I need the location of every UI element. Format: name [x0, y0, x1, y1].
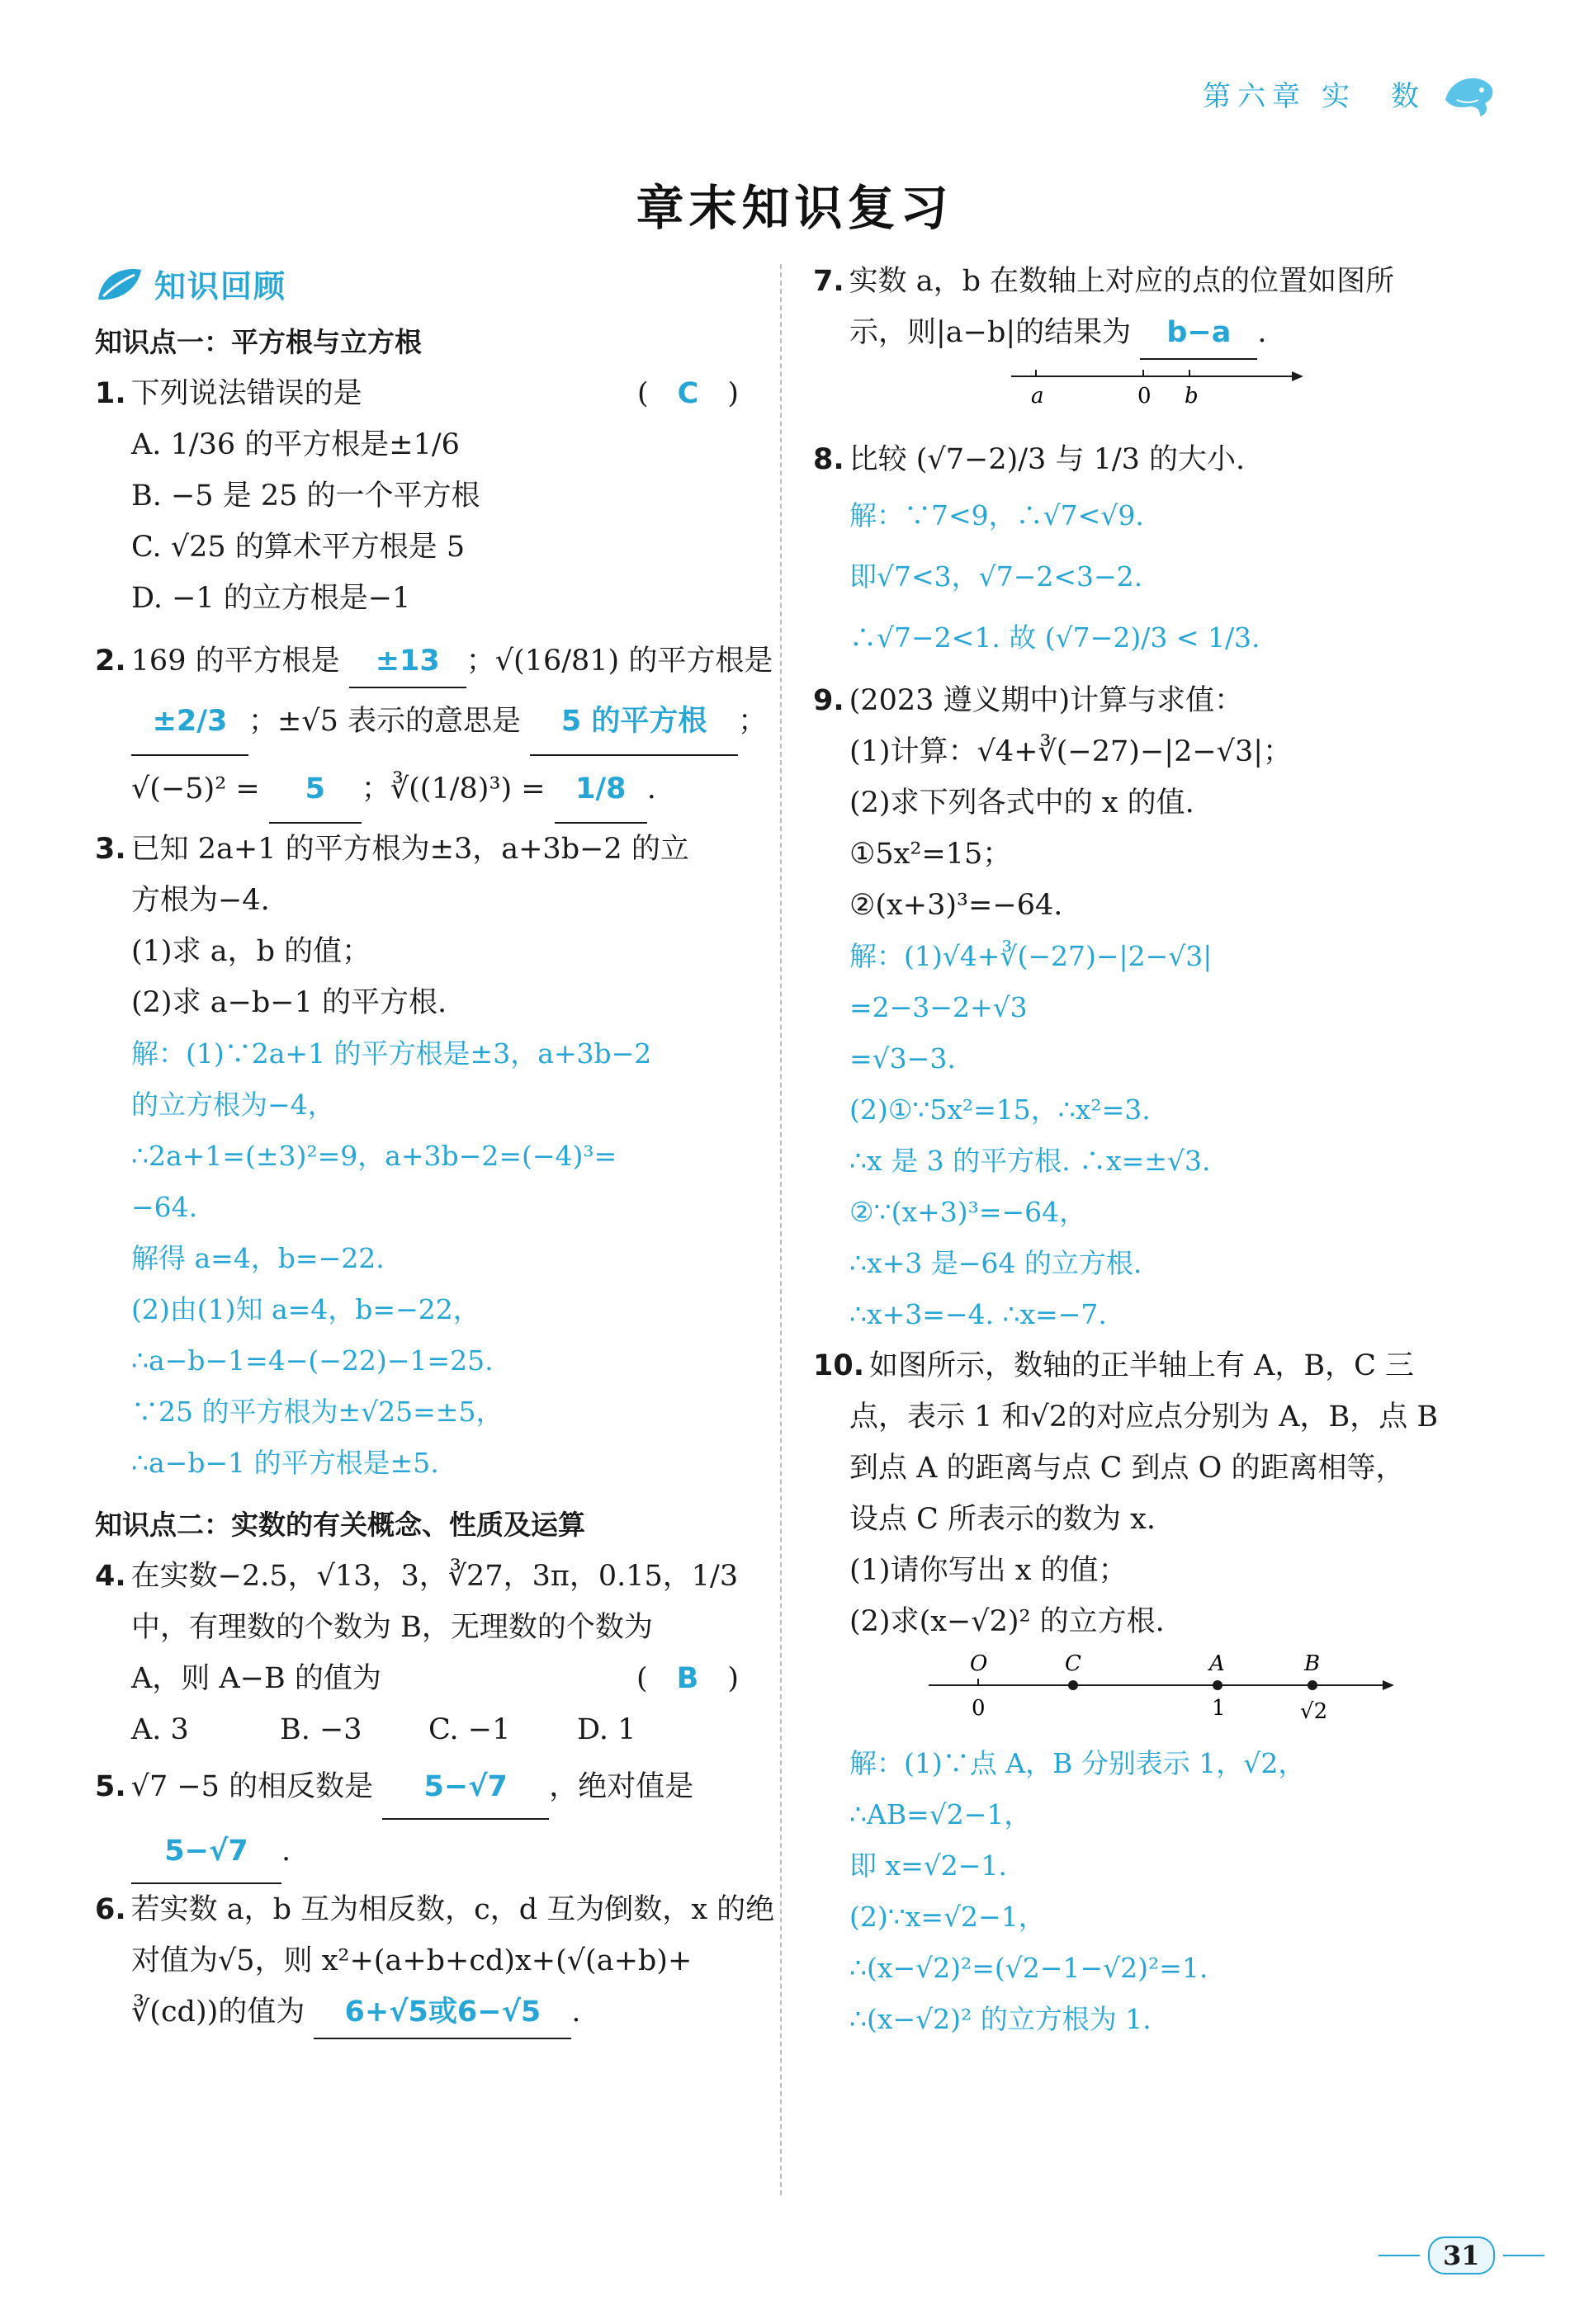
question-2-line3: [95, 756, 755, 824]
q3-part2: (2)求 a−b−1 的平方根.: [131, 986, 447, 1019]
q4-text: 在实数−2.5，√13，3，∛27，3π，0.15，1/3: [130, 1560, 739, 1593]
q7-text: .: [1257, 316, 1267, 349]
q4-options: [95, 1704, 755, 1755]
question-number: 1.: [95, 377, 126, 410]
q3-text: 方根为−4.: [131, 884, 270, 917]
q4-text: A，则 A−B 的值为: [131, 1662, 381, 1695]
number-line-q10: [813, 1647, 1490, 1738]
solution-line: ∴x 是 3 的平方根. ∴x=±√3.: [849, 1145, 1211, 1177]
label-a: a: [1031, 384, 1044, 409]
section-banner: [95, 261, 755, 306]
q8-text: 比较 (√7−2)/3 与 1/3 的大小.: [849, 443, 1246, 476]
topic-label: 实 数: [1322, 79, 1426, 113]
option-b: B. −5 是 25 的一个平方根: [131, 479, 480, 513]
page-footer: [1379, 2237, 1544, 2274]
q10-part2: (2)求(x−√2)² 的立方根.: [849, 1605, 1165, 1638]
answer-choice: ( C ): [637, 377, 739, 410]
q6-text: 若实数 a，b 互为相反数，c，d 互为倒数，x 的绝: [130, 1893, 775, 1926]
q2-text: ；∛((1/8)³) =: [361, 772, 546, 805]
option-c: C. −1: [428, 1713, 511, 1746]
question-number: 8.: [813, 443, 844, 476]
solution-line: ∴2a+1=(±3)²=9，a+3b−2=(−4)³=: [131, 1140, 617, 1172]
label-0: 0: [1137, 384, 1152, 409]
solution-line: 解：(1)∵2a+1 的平方根是±3，a+3b−2: [131, 1037, 652, 1070]
q2-text: 169 的平方根是: [130, 645, 340, 678]
q9-eq1: ①5x²=15；: [849, 838, 1012, 871]
q9-part1: (1)计算：√4+∛(−27)−|2−√3|；: [849, 735, 1293, 768]
answer-blank: 1/8: [555, 756, 647, 824]
option-a: A. 3: [131, 1713, 189, 1746]
footer-rule: [1503, 2255, 1544, 2256]
chapter-header: [1203, 64, 1498, 122]
point-c: [1068, 1680, 1078, 1690]
question-6: [95, 1884, 775, 1935]
q10-text: 设点 C 所表示的数为 x.: [849, 1503, 1156, 1536]
q7-text: 实数 a，b 在数轴上对应的点的位置如图所: [849, 265, 1395, 298]
question-number: 7.: [813, 265, 844, 298]
q4-text-line3: [95, 1653, 755, 1704]
answer-blank: 6+√5或6−√5: [314, 1986, 571, 2039]
label-a: A: [1209, 1651, 1225, 1676]
q10-text: 点，表示 1 和√2的对应点分别为 A，B，点 B: [849, 1401, 1439, 1434]
question-10: [813, 1340, 1490, 1391]
solution-line: (2)①∵5x²=15，∴x²=3.: [849, 1094, 1151, 1126]
question-number: 4.: [95, 1560, 126, 1593]
question-number: 2.: [95, 645, 126, 678]
question-3: [95, 824, 755, 875]
option-c: C. √25 的算术平方根是 5: [131, 531, 466, 564]
q10-part1: (1)请你写出 x 的值；: [849, 1554, 1128, 1587]
solution-line: 即√7<3，√7−2<3−2.: [849, 560, 1143, 593]
solution-line: ∴x+3=−4. ∴x=−7.: [849, 1298, 1107, 1330]
q7-text: 示，则|a−b|的结果为: [849, 316, 1132, 349]
q6-text: .: [571, 1996, 581, 2029]
question-stem: 下列说法错误的是: [130, 377, 362, 410]
answer-blank: 5−√7: [382, 1755, 549, 1820]
question-number: 10.: [813, 1349, 865, 1382]
q4-text: 中，有理数的个数为 B，无理数的个数为: [131, 1611, 653, 1644]
question-6-line3: [95, 1986, 755, 2039]
solution-line: ∴a−b−1=4−(−22)−1=25.: [131, 1344, 494, 1377]
solution-line: 解：∵7<9，∴√7<√9.: [849, 499, 1144, 531]
q5-text: √7 −5 的相反数是: [130, 1770, 374, 1803]
q5-text: ，绝对值是: [549, 1770, 694, 1803]
question-1: [95, 368, 755, 419]
knowledge-point-1: 知识点一：平方根与立方根: [95, 326, 422, 358]
q9-part2: (2)求下列各式中的 x 的值.: [849, 786, 1194, 820]
option-b: B. −3: [280, 1713, 362, 1746]
solution-line: ∴AB=√2−1，: [849, 1798, 1032, 1830]
q9-eq2: ②(x+3)³=−64.: [849, 889, 1063, 922]
answer-blank: ±13: [349, 635, 466, 688]
solution-line: 解：(1)√4+∛(−27)−|2−√3|: [849, 940, 1213, 972]
q3-part1: (1)求 a，b 的值；: [131, 935, 371, 968]
solution-line: (2)∵x=√2−1，: [849, 1901, 1046, 1933]
question-number: 6.: [95, 1893, 126, 1926]
answer-blank: 5: [269, 756, 362, 824]
leaf-icon: [95, 265, 144, 303]
label-o: O: [970, 1651, 988, 1676]
answer-blank: 5−√7: [131, 1820, 281, 1884]
label-c: C: [1065, 1651, 1081, 1676]
solution-line: =2−3−2+√3: [849, 991, 1028, 1023]
question-number: 3.: [95, 833, 126, 866]
solution-line: 解得 a=4，b=−22.: [131, 1242, 385, 1274]
label-one: 1: [1212, 1696, 1226, 1721]
solution-line: ∴(x−√2)²=(√2−1−√2)²=1.: [849, 1952, 1208, 1984]
number-line-q7: [813, 360, 1490, 418]
dolphin-icon: [1440, 67, 1498, 120]
question-9: [813, 675, 1490, 726]
q5-text: .: [281, 1835, 291, 1868]
page-title: 章末知识复习: [636, 180, 953, 236]
question-number: 5.: [95, 1770, 126, 1803]
label-b: B: [1304, 1651, 1321, 1676]
solution-line: ∴√7−2<1. 故 (√7−2)/3 < 1/3.: [849, 621, 1260, 654]
q2-text: .: [646, 772, 656, 805]
banner-label: 知识回顾: [154, 268, 287, 305]
solution-line: 即 x=√2−1.: [849, 1849, 1007, 1882]
q6-text: ∛(cd))的值为: [131, 1996, 305, 2029]
solution-line: ∴x+3 是−64 的立方根.: [849, 1247, 1142, 1279]
question-4: [95, 1551, 755, 1602]
q10-text: 到点 A 的距离与点 C 到点 O 的距离相等，: [849, 1452, 1405, 1485]
label-zero: 0: [972, 1696, 986, 1721]
page-number: 31: [1428, 2237, 1495, 2274]
left-column: [95, 256, 775, 2039]
question-7: [813, 256, 1490, 307]
solution-line: =√3−3.: [849, 1042, 956, 1075]
solution-line: ∵25 的平方根为±√25=±5，: [131, 1396, 504, 1428]
q2-text: √(−5)² =: [131, 772, 260, 805]
solution-line: ∴(x−√2)² 的立方根为 1.: [849, 2003, 1152, 2035]
q2-text: ；: [738, 705, 768, 738]
column-divider: [780, 264, 782, 2195]
answer-blank: 5 的平方根: [530, 688, 738, 756]
solution-line: −64.: [131, 1191, 198, 1223]
question-2: [95, 635, 773, 688]
solution-line: 解：(1)∵点 A，B 分别表示 1，√2，: [849, 1747, 1306, 1779]
q6-text: 对值为√5，则 x²+(a+b+cd)x+(√(a+b)+: [131, 1944, 693, 1977]
q9-text: (2023 遵义期中)计算与求值：: [849, 684, 1244, 717]
q3-text: 已知 2a+1 的平方根为±3，a+3b−2 的立: [130, 833, 689, 866]
question-number: 9.: [813, 684, 844, 717]
question-5-line2: [95, 1820, 755, 1884]
question-2-line2: [95, 688, 768, 756]
q2-text: ；±√5 表示的意思是: [248, 705, 522, 738]
option-a: A. 1/36 的平方根是±1/6: [131, 428, 460, 461]
footer-rule: [1379, 2255, 1420, 2256]
question-5: [95, 1755, 755, 1820]
solution-line: ∴a−b−1 的平方根是±5.: [131, 1447, 439, 1479]
q10-text: 如图所示，数轴的正半轴上有 A，B，C 三: [869, 1349, 1415, 1382]
option-d: D. 1: [577, 1713, 636, 1746]
solution-line: ②∵(x+3)³=−64，: [849, 1196, 1087, 1228]
right-column: [813, 256, 1490, 2045]
question-8: [813, 434, 1490, 485]
knowledge-point-2: 知识点二：实数的有关概念、性质及运算: [95, 1509, 585, 1541]
point-a: [1213, 1680, 1222, 1690]
chapter-label: 第六章: [1203, 79, 1307, 113]
label-root2: √2: [1300, 1699, 1328, 1724]
solution-line: 的立方根为−4，: [131, 1089, 335, 1121]
question-7-line2: [813, 307, 1490, 360]
option-d: D. −1 的立方根是−1: [131, 582, 411, 615]
q2-text: ；√(16/81) 的平方根是: [466, 645, 773, 678]
solution-line: (2)由(1)知 a=4，b=−22，: [131, 1293, 480, 1325]
answer-blank: b−a: [1140, 307, 1257, 360]
label-b: b: [1185, 384, 1199, 409]
point-b: [1308, 1680, 1317, 1690]
answer-choice: ( B ): [636, 1662, 739, 1695]
answer-blank: ±2/3: [131, 688, 248, 756]
